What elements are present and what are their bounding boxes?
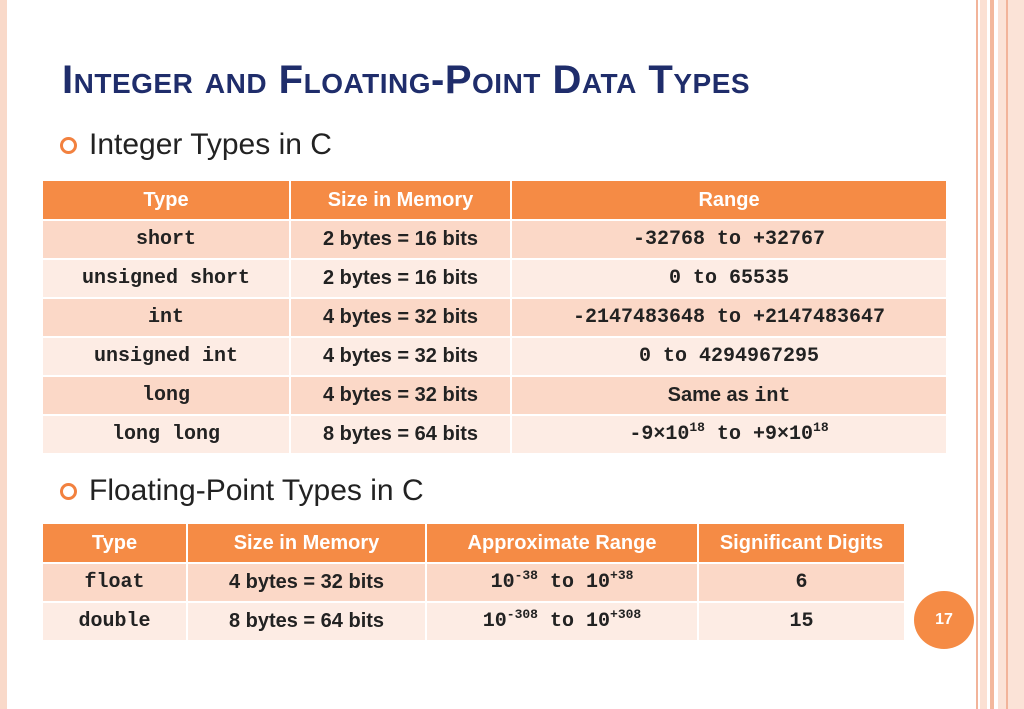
size-cell: 8 bytes = 64 bits	[187, 602, 426, 641]
table-row	[43, 376, 947, 415]
range-cell	[426, 563, 698, 602]
type-cell: short	[43, 220, 290, 259]
digits-cell: 15	[698, 602, 905, 641]
range-cell	[511, 415, 947, 454]
table-row	[43, 602, 905, 641]
type-cell: double	[43, 602, 187, 641]
table-header-row	[43, 524, 905, 563]
range-mid: to	[537, 610, 586, 633]
header-size: Size in Memory	[187, 524, 426, 563]
header-type: Type	[43, 524, 187, 563]
header-type: Type	[43, 181, 290, 220]
type-cell: long	[43, 376, 290, 415]
range-lo-exp: -38	[514, 568, 538, 583]
range-prefix: Same as	[667, 383, 755, 406]
type-cell: long long	[43, 415, 290, 454]
table-row	[43, 563, 905, 602]
type-cell: unsigned int	[43, 337, 290, 376]
bullet-floating-types	[60, 474, 424, 508]
bullet-ring-icon	[60, 137, 77, 154]
right-frame-stripes	[976, 0, 1024, 709]
range-hi-exp: 18	[813, 420, 829, 435]
range-cell	[426, 602, 698, 641]
integer-section-heading: Integer Types in C	[89, 128, 332, 161]
bullet-ring-icon	[60, 483, 77, 500]
range-lo-base: 10	[490, 571, 515, 594]
range-lo-base: 10	[482, 610, 507, 633]
page-number-badge: 17	[914, 591, 974, 649]
table-row	[43, 298, 947, 337]
size-cell: 8 bytes = 64 bits	[290, 415, 511, 454]
table-header-row	[43, 181, 947, 220]
range-hi-base: +9×10	[753, 423, 814, 446]
header-significant-digits: Significant Digits	[698, 524, 905, 563]
digits-cell: 6	[698, 563, 905, 602]
range-mid: to	[537, 571, 586, 594]
range-hi-exp: +38	[610, 568, 634, 583]
table-row	[43, 415, 947, 454]
range-cell: 0 to 65535	[511, 259, 947, 298]
header-range: Range	[511, 181, 947, 220]
type-cell: float	[43, 563, 187, 602]
bullet-integer-types	[60, 128, 332, 162]
range-lo-exp: -308	[506, 607, 538, 622]
float-section-heading: Floating-Point Types in C	[89, 474, 424, 507]
table-row	[43, 259, 947, 298]
range-hi-base: 10	[586, 610, 611, 633]
range-cell: 0 to 4294967295	[511, 337, 947, 376]
floating-types-table	[43, 524, 906, 642]
range-lo-base: -9×10	[629, 423, 690, 446]
header-size: Size in Memory	[290, 181, 511, 220]
range-mid: to	[704, 423, 753, 446]
range-hi-base: 10	[586, 571, 611, 594]
left-frame-stripe	[0, 0, 7, 709]
size-cell: 4 bytes = 32 bits	[290, 298, 511, 337]
range-cell	[511, 376, 947, 415]
range-hi-exp: +308	[610, 607, 642, 622]
header-approx-range: Approximate Range	[426, 524, 698, 563]
integer-types-table	[43, 181, 948, 455]
range-lo-exp: 18	[689, 420, 705, 435]
type-cell: unsigned short	[43, 259, 290, 298]
range-cell: -2147483648 to +2147483647	[511, 298, 947, 337]
range-cell: -32768 to +32767	[511, 220, 947, 259]
size-cell: 4 bytes = 32 bits	[187, 563, 426, 602]
size-cell: 4 bytes = 32 bits	[290, 337, 511, 376]
type-cell: int	[43, 298, 290, 337]
table-row	[43, 220, 947, 259]
size-cell: 2 bytes = 16 bits	[290, 259, 511, 298]
slide-title: Integer and Floating-Point Data Types	[62, 58, 751, 102]
size-cell: 2 bytes = 16 bits	[290, 220, 511, 259]
range-code: int	[754, 384, 791, 408]
table-row	[43, 337, 947, 376]
size-cell: 4 bytes = 32 bits	[290, 376, 511, 415]
